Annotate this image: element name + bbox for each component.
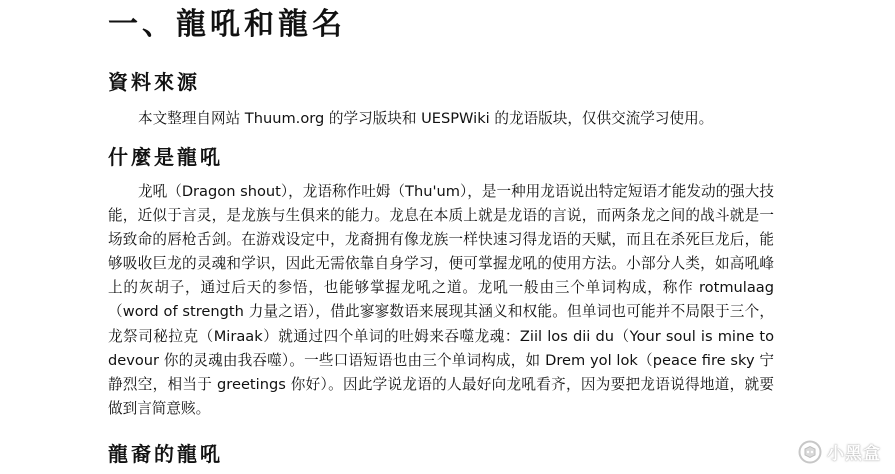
watermark bbox=[798, 439, 881, 464]
subsection-heading-what-is-shout: 什麼是龍吼 bbox=[108, 145, 223, 169]
paragraph-source: 本文整理自网站 Thuum.org 的学习版块和 UESPWiki 的龙语版块，仅供交流学习使用。 bbox=[138, 110, 714, 127]
section-title: 一、龍吼和龍名 bbox=[108, 7, 346, 42]
paragraph-what-is-shout: 龙吼（Dragon shout），龙语称作吐姆（Thu'um），是一种用龙语说出特定短语才能发动的强大技能，近似于言灵，是龙族与生俱来的能力。龙息在本质上就是龙语的言说，而两条龙之间的战斗就是一场致命的唇枪舌剑。在游戏设定中，龙裔拥有像龙族一样快速习得龙语的天赋，而且在杀死巨龙后，能够吸收巨龙的灵魂和学识，因此无需依靠自身学习，便可掌握龙吼的使用方法。小部分人类，如高吼峰上的灰胡子，通过后天的参悟，也能够掌握龙吼之道。龙吼一般由三个单词构成，称作 rotmulaag（word of strength 力量之语），借此寥寥数语来展现其涵义和权能。但单词也可能并不局限于三个，龙祭司秘拉克（Miraak）就通过四个单词的吐姆来吞噬龙魂：Ziil los dii du（Your soul is mine to devour 你的灵魂由我吞噬）。一些口语短语也由三个单词构成，如 Drem yol lok（peace fire sky 宁静烈空，相当于 greetings 你好）。因此学说龙语的人最好向龙吼看齐，因为要把龙语说得地道，就要做到言简意赅。 bbox=[108, 183, 774, 417]
watermark-text: 小黑盒 bbox=[827, 444, 881, 464]
subsection-heading-dragonborn-shout: 龍裔的龍吼 bbox=[108, 442, 223, 466]
subsection-heading-source: 資料來源 bbox=[108, 70, 200, 94]
heybox-logo-icon bbox=[798, 440, 822, 464]
